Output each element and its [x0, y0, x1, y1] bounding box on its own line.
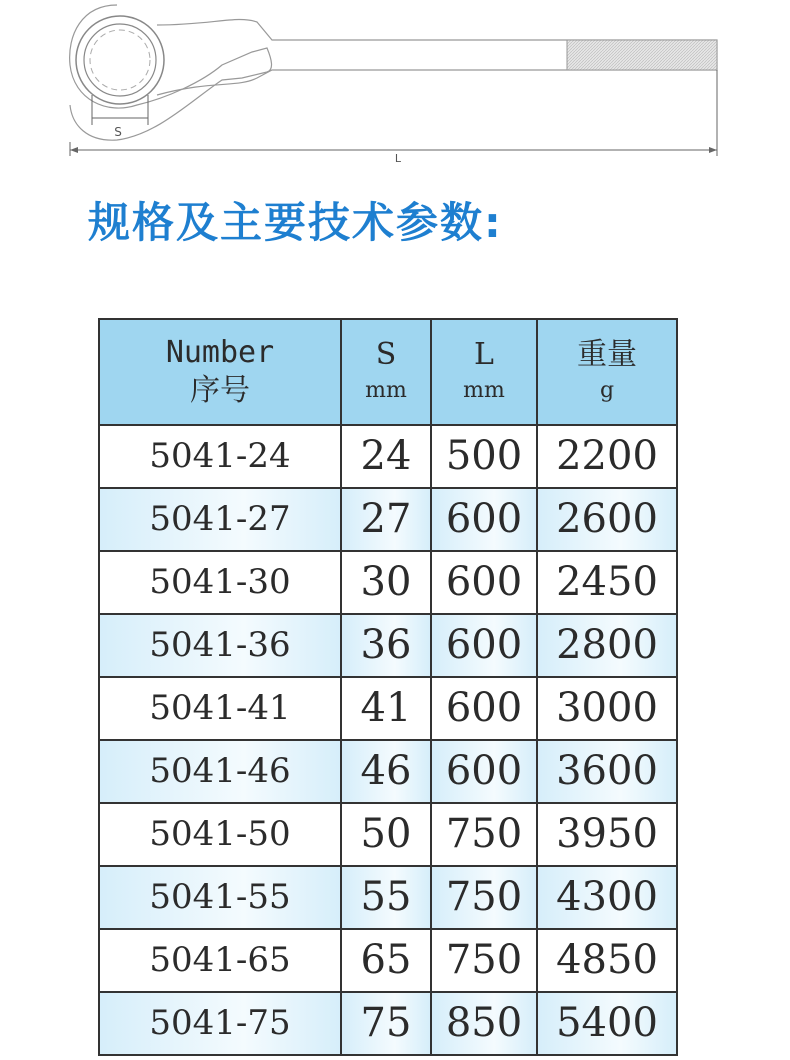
table-header-row — [99, 319, 677, 425]
cell-l: 750 — [431, 803, 537, 866]
header-s-unit: mm — [365, 378, 407, 403]
cell-s: 55 — [341, 866, 431, 929]
table-row — [99, 614, 677, 677]
header-weight — [537, 319, 677, 425]
ring-teeth — [90, 30, 150, 90]
cell-weight: 5400 — [537, 992, 677, 1055]
header-number-cn: 序号 — [190, 373, 250, 408]
cell-weight: 3600 — [537, 740, 677, 803]
grip-hatch — [567, 40, 717, 70]
cell-number: 5041-50 — [99, 803, 341, 866]
cell-l: 600 — [431, 614, 537, 677]
cell-number: 5041-65 — [99, 929, 341, 992]
cell-number: 5041-75 — [99, 992, 341, 1055]
section-title: 规格及主要技术参数: — [88, 198, 503, 247]
cell-s: 36 — [341, 614, 431, 677]
cell-l: 600 — [431, 551, 537, 614]
cell-s: 50 — [341, 803, 431, 866]
header-weight-label: 重量 — [577, 337, 637, 372]
table-row — [99, 803, 677, 866]
table-row — [99, 866, 677, 929]
table-row — [99, 740, 677, 803]
spec-table — [98, 318, 678, 1056]
cell-weight: 2450 — [537, 551, 677, 614]
cell-l: 750 — [431, 929, 537, 992]
cell-number: 5041-46 — [99, 740, 341, 803]
cell-weight: 4850 — [537, 929, 677, 992]
cell-l: 600 — [431, 488, 537, 551]
cell-s: 24 — [341, 425, 431, 488]
table-row — [99, 992, 677, 1055]
cell-weight: 4300 — [537, 866, 677, 929]
wrench-drawing — [62, 0, 732, 170]
cell-s: 65 — [341, 929, 431, 992]
cell-weight: 3000 — [537, 677, 677, 740]
cell-s: 27 — [341, 488, 431, 551]
cell-number: 5041-36 — [99, 614, 341, 677]
cell-l: 600 — [431, 677, 537, 740]
cell-l: 500 — [431, 425, 537, 488]
ring-inner — [84, 24, 156, 96]
header-weight-unit: g — [599, 378, 615, 403]
table-row — [99, 677, 677, 740]
header-l-unit: mm — [463, 378, 505, 403]
cell-s: 30 — [341, 551, 431, 614]
cell-weight: 2600 — [537, 488, 677, 551]
cell-weight: 2800 — [537, 614, 677, 677]
header-s-label: S — [375, 337, 397, 372]
cell-number: 5041-27 — [99, 488, 341, 551]
header-s — [341, 319, 431, 425]
dim-l-label: L — [394, 152, 402, 165]
ring-outer — [76, 16, 164, 104]
header-number — [99, 319, 341, 425]
cell-weight: 3950 — [537, 803, 677, 866]
cell-l: 750 — [431, 866, 537, 929]
cell-number: 5041-55 — [99, 866, 341, 929]
cell-number: 5041-41 — [99, 677, 341, 740]
cell-number: 5041-30 — [99, 551, 341, 614]
cell-s: 41 — [341, 677, 431, 740]
table-row — [99, 425, 677, 488]
header-l — [431, 319, 537, 425]
cell-weight: 2200 — [537, 425, 677, 488]
cell-s: 75 — [341, 992, 431, 1055]
cell-l: 850 — [431, 992, 537, 1055]
table-row — [99, 929, 677, 992]
cell-s: 46 — [341, 740, 431, 803]
header-number-label: Number — [165, 335, 275, 370]
dim-s-label: S — [114, 125, 122, 139]
table-row — [99, 551, 677, 614]
cell-l: 600 — [431, 740, 537, 803]
cell-number: 5041-24 — [99, 425, 341, 488]
header-l-label: L — [474, 337, 494, 372]
table-row — [99, 488, 677, 551]
